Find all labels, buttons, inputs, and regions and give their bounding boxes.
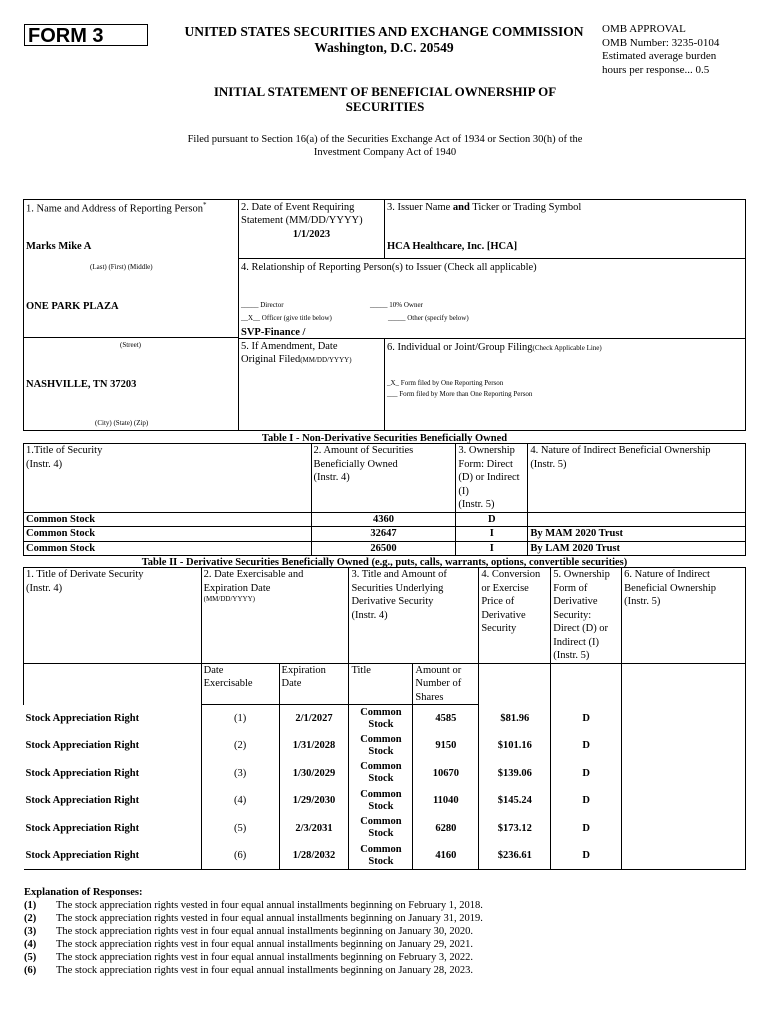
table-row bbox=[24, 705, 746, 733]
derivative-title: Stock Appreciation Right bbox=[24, 815, 202, 843]
event-date-value: 1/1/2023 bbox=[292, 229, 331, 240]
t2-header-title: 1. Title of Derivate Security (Instr. 4) bbox=[24, 568, 202, 664]
director-checkbox[interactable]: _____ Director bbox=[241, 301, 284, 309]
table-row bbox=[24, 815, 746, 843]
table-row bbox=[24, 512, 746, 527]
box6-label: 6. Individual or Joint/Group Filing bbox=[387, 342, 533, 353]
underlying-shares: 11040 bbox=[413, 787, 479, 815]
reporting-person-name: Marks Mike A bbox=[26, 241, 92, 252]
footnote-ref: (5) bbox=[201, 815, 279, 843]
filed-line: Filed pursuant to Section 16(a) of the Securities Exchange Act of 1934 or Section 30(h) of the bbox=[187, 134, 583, 145]
expiration-date: 1/29/2030 bbox=[279, 787, 349, 815]
underlying-title: Common Stock bbox=[349, 705, 413, 733]
agency-location: Washington, D.C. 20549 bbox=[314, 40, 454, 55]
table-row bbox=[24, 527, 746, 542]
explanation-number: (6) bbox=[24, 965, 37, 976]
exercise-price: $101.16 bbox=[479, 732, 551, 760]
t2-header-conversion: 4. Conversion or Exercise Price of Derivative Security bbox=[479, 568, 551, 664]
t1-header-title: 1.Title of Security (Instr. 4) bbox=[24, 444, 312, 513]
box1-reporting-person bbox=[23, 199, 239, 431]
footnote-ref: (2) bbox=[201, 732, 279, 760]
form-title bbox=[180, 84, 590, 114]
omb-line: OMB Number: 3235-0104 bbox=[602, 36, 720, 49]
explanation-item bbox=[24, 912, 744, 925]
table1-header-row bbox=[24, 444, 746, 513]
ownership-form: D bbox=[551, 787, 622, 815]
explanation-list bbox=[24, 899, 744, 977]
t2-sub-amount: Amount or Number of Shares bbox=[413, 663, 479, 705]
expiration-date: 1/30/2029 bbox=[279, 760, 349, 788]
explanation-of-responses bbox=[24, 886, 744, 977]
table-row bbox=[24, 842, 746, 870]
omb-approval bbox=[602, 23, 762, 77]
underlying-shares: 10670 bbox=[413, 760, 479, 788]
name-caption: (Last) (First) (Middle) bbox=[90, 263, 153, 271]
exercise-price: $145.24 bbox=[479, 787, 551, 815]
filing-basis bbox=[160, 133, 610, 159]
t1-header-form: 3. Ownership Form: Direct (D) or Indirect (I) (Instr. 5) bbox=[456, 444, 528, 513]
derivative-title: Stock Appreciation Right bbox=[24, 787, 202, 815]
filed-line: Investment Company Act of 1940 bbox=[313, 147, 457, 158]
expiration-date: 1/31/2028 bbox=[279, 732, 349, 760]
expiration-date: 2/3/2031 bbox=[279, 815, 349, 843]
explanation-text: The stock appreciation rights vest in four equal annual installments beginning on February 3, 2022. bbox=[56, 952, 473, 963]
ten-percent-owner-checkbox[interactable]: _____ 10% Owner bbox=[370, 301, 423, 309]
indirect-nature bbox=[528, 512, 746, 527]
underlying-shares: 4160 bbox=[413, 842, 479, 870]
table1 bbox=[23, 443, 746, 556]
t2-header-underlying: 3. Title and Amount of Securities Underlying Derivative Security (Instr. 4) bbox=[349, 568, 479, 664]
footnote-ref: (3) bbox=[201, 760, 279, 788]
indirect-nature bbox=[622, 842, 746, 870]
indirect-nature bbox=[622, 732, 746, 760]
underlying-shares: 4585 bbox=[413, 705, 479, 733]
indirect-nature bbox=[622, 760, 746, 788]
box5-label-1: 5. If Amendment, Date bbox=[241, 341, 338, 352]
other-checkbox[interactable]: _____ Other (specify below) bbox=[388, 314, 469, 322]
table2-subheader-row bbox=[24, 663, 746, 705]
t2-sub-title: Title bbox=[349, 663, 413, 705]
table2-title: Table II - Derivative Securities Beneficially Owned (e.g., puts, calls, warrants, options, convertible securities) bbox=[141, 557, 628, 568]
amount-owned: 26500 bbox=[311, 541, 456, 556]
form-label: FORM 3 bbox=[24, 24, 148, 46]
box1-footnote: * bbox=[203, 201, 207, 209]
box6-label-small: (Check Applicable Line) bbox=[532, 344, 602, 352]
footnote-ref: (1) bbox=[201, 705, 279, 733]
table-bottom-rule bbox=[24, 870, 746, 871]
table-row bbox=[24, 760, 746, 788]
indirect-nature: By LAM 2020 Trust bbox=[528, 541, 746, 556]
footnote-ref: (6) bbox=[201, 842, 279, 870]
ownership-form: D bbox=[456, 512, 528, 527]
explanation-item bbox=[24, 938, 744, 951]
divider bbox=[23, 337, 239, 338]
exercise-price: $236.61 bbox=[479, 842, 551, 870]
box5-label-2: Original Filed bbox=[241, 354, 301, 365]
expiration-date: 1/28/2032 bbox=[279, 842, 349, 870]
table-row bbox=[24, 732, 746, 760]
explanation-item bbox=[24, 964, 744, 977]
title-line: SECURITIES bbox=[345, 99, 425, 114]
explanation-item bbox=[24, 951, 744, 964]
t2-sub-date-exercisable: Date Exercisable bbox=[201, 663, 279, 705]
table2 bbox=[23, 567, 746, 870]
explanation-text: The stock appreciation rights vest in four equal annual installments beginning on January 30, 2020. bbox=[56, 926, 473, 937]
explanation-number: (5) bbox=[24, 952, 37, 963]
ownership-form: I bbox=[456, 541, 528, 556]
indirect-nature bbox=[622, 705, 746, 733]
box5-date-format: (MM/DD/YYYY) bbox=[300, 356, 352, 364]
underlying-title: Common Stock bbox=[349, 732, 413, 760]
amount-owned: 4360 bbox=[311, 512, 456, 527]
group-filer-option[interactable]: ___ Form filed by More than One Reporting Person bbox=[387, 390, 533, 398]
t2-sub-expiration: Expiration Date bbox=[279, 663, 349, 705]
city-caption: (City) (State) (Zip) bbox=[95, 419, 149, 427]
street-caption: (Street) bbox=[120, 341, 141, 349]
underlying-title: Common Stock bbox=[349, 815, 413, 843]
ownership-form: D bbox=[551, 815, 622, 843]
box3-label-and: and bbox=[452, 202, 470, 213]
ownership-form: D bbox=[551, 760, 622, 788]
omb-line: Estimated average burden bbox=[602, 50, 717, 62]
t1-header-amount: 2. Amount of Securities Beneficially Owned (Instr. 4) bbox=[311, 444, 456, 513]
omb-line: hours per response... 0.5 bbox=[602, 63, 710, 76]
underlying-shares: 6280 bbox=[413, 815, 479, 843]
table-row bbox=[24, 541, 746, 556]
explanation-number: (4) bbox=[24, 939, 37, 950]
exercise-price: $173.12 bbox=[479, 815, 551, 843]
table-row bbox=[24, 787, 746, 815]
t1-header-nature: 4. Nature of Indirect Beneficial Ownership (Instr. 5) bbox=[528, 444, 746, 513]
explanation-number: (2) bbox=[24, 913, 37, 924]
explanation-heading: Explanation of Responses: bbox=[24, 887, 143, 898]
expiration-date: 2/1/2027 bbox=[279, 705, 349, 733]
indirect-nature bbox=[622, 815, 746, 843]
agency-heading bbox=[172, 24, 596, 56]
officer-title: SVP-Finance / bbox=[241, 327, 306, 338]
t2-header-nature: 6. Nature of Indirect Beneficial Ownership (Instr. 5) bbox=[622, 568, 746, 664]
table1-title: Table I - Non-Derivative Securities Beneficially Owned bbox=[261, 433, 508, 444]
omb-line: OMB APPROVAL bbox=[602, 23, 686, 35]
table2-header-row bbox=[24, 568, 746, 664]
indirect-nature: By MAM 2020 Trust bbox=[528, 527, 746, 542]
underlying-title: Common Stock bbox=[349, 787, 413, 815]
underlying-title: Common Stock bbox=[349, 842, 413, 870]
box1-label: 1. Name and Address of Reporting Person bbox=[26, 203, 204, 215]
box3-label-post: Ticker or Trading Symbol bbox=[469, 202, 582, 213]
city-state-zip: NASHVILLE, TN 37203 bbox=[26, 379, 137, 390]
derivative-title: Stock Appreciation Right bbox=[24, 842, 202, 870]
box4-label: 4. Relationship of Reporting Person(s) to Issuer (Check all applicable) bbox=[241, 262, 537, 273]
ownership-form: D bbox=[551, 732, 622, 760]
security-title: Common Stock bbox=[24, 512, 312, 527]
derivative-title: Stock Appreciation Right bbox=[24, 705, 202, 733]
underlying-title: Common Stock bbox=[349, 760, 413, 788]
t2-header-ownership: 5. Ownership Form of Derivative Security: Direct (D) or Indirect (I) (Instr. 5) bbox=[551, 568, 622, 664]
footnote-ref: (4) bbox=[201, 787, 279, 815]
security-title: Common Stock bbox=[24, 527, 312, 542]
officer-checkbox[interactable]: __X__ Officer (give title below) bbox=[241, 314, 332, 322]
title-line: INITIAL STATEMENT OF BENEFICIAL OWNERSHIP OF bbox=[213, 84, 557, 99]
issuer-name-ticker: HCA Healthcare, Inc. [HCA] bbox=[387, 241, 518, 252]
exercise-price: $139.06 bbox=[479, 760, 551, 788]
ownership-form: D bbox=[551, 705, 622, 733]
single-filer-option[interactable]: _X_ Form filed by One Reporting Person bbox=[387, 379, 504, 387]
ownership-form: I bbox=[456, 527, 528, 542]
street-address: ONE PARK PLAZA bbox=[26, 301, 119, 312]
box2-label-2: Statement (MM/DD/YYYY) bbox=[241, 215, 363, 226]
table2-body bbox=[24, 705, 746, 871]
box2-label-1: 2. Date of Event Requiring bbox=[241, 202, 355, 213]
explanation-number: (3) bbox=[24, 926, 37, 937]
box3-label-pre: 3. Issuer Name bbox=[387, 202, 453, 213]
amount-owned: 32647 bbox=[311, 527, 456, 542]
exercise-price: $81.96 bbox=[479, 705, 551, 733]
t2-header-dates: 2. Date Exercisable and Expiration Date (MM/DD/YYYY) bbox=[201, 568, 349, 664]
agency-name: UNITED STATES SECURITIES AND EXCHANGE COMMISSION bbox=[184, 24, 584, 39]
security-title: Common Stock bbox=[24, 541, 312, 556]
explanation-text: The stock appreciation rights vested in four equal annual installments beginning on January 31, 2019. bbox=[56, 913, 483, 924]
ownership-form: D bbox=[551, 842, 622, 870]
explanation-text: The stock appreciation rights vested in four equal annual installments beginning on February 1, 2018. bbox=[56, 900, 483, 911]
explanation-item bbox=[24, 925, 744, 938]
explanation-number: (1) bbox=[24, 900, 37, 911]
derivative-title: Stock Appreciation Right bbox=[24, 760, 202, 788]
explanation-item bbox=[24, 899, 744, 912]
underlying-shares: 9150 bbox=[413, 732, 479, 760]
explanation-text: The stock appreciation rights vest in four equal annual installments beginning on January 28, 2023. bbox=[56, 965, 473, 976]
derivative-title: Stock Appreciation Right bbox=[24, 732, 202, 760]
explanation-text: The stock appreciation rights vest in four equal annual installments beginning on January 29, 2021. bbox=[56, 939, 473, 950]
indirect-nature bbox=[622, 787, 746, 815]
